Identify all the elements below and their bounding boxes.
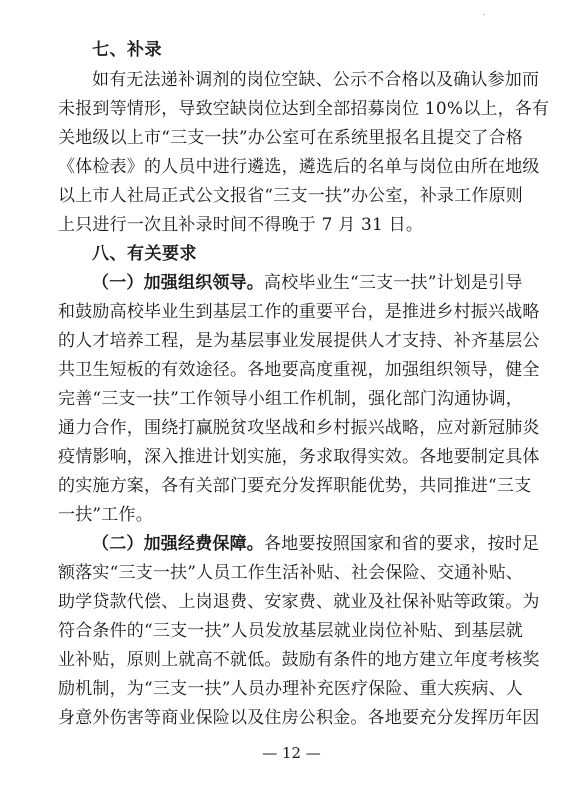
para2-lead-bold: （二）加强经费保障。 xyxy=(92,534,264,554)
corner-mark: . xyxy=(482,8,485,17)
para2-first-line xyxy=(92,531,562,558)
para1-line: 的人才培养工程，是为基层事业发展提供人才支持、补齐基层公 xyxy=(58,331,540,351)
section7-line: 如有无法递补调剂的岗位空缺、公示不合格以及确认参加而 xyxy=(92,70,540,90)
section7-line: 以上市人社局正式公文报省“三支一扶”办公室，补录工作原则 xyxy=(58,186,523,206)
para1-line: 和鼓励高校毕业生到基层工作的重要平台，是推进乡村振兴战略 xyxy=(58,302,540,322)
para1-lead-bold: （一）加强组织领导。 xyxy=(92,273,264,293)
section7-line: 《体检表》的人员中进行遴选，遴选后的名单与岗位由所在地级 xyxy=(58,157,540,177)
para1-line: 完善“三支一扶”工作领导小组工作机制，强化部门沟通协调， xyxy=(58,389,523,409)
page-number: — 12 — xyxy=(262,744,321,762)
para2-line: 额落实“三支一扶”人员工作生活补贴、社会保险、交通补贴、 xyxy=(58,563,523,583)
section7-line: 未报到等情形，导致空缺岗位达到全部招募岗位 10%以上，各有 xyxy=(58,99,550,119)
section7-heading: 七、补录 xyxy=(92,40,162,60)
para2-line: 励机制，为“三支一扶”人员办理补充医疗保险、重大疾病、人 xyxy=(58,679,523,699)
para1-line: 通力合作，围绕打赢脱贫攻坚战和乡村振兴战略，应对新冠肺炎 xyxy=(58,418,540,438)
para2-line: 助学贷款代偿、上岗退费、安家费、就业及社保补贴等政策。为 xyxy=(58,592,540,612)
para1-line: 疫情影响，深入推进计划实施，务求取得实效。各地要制定具体 xyxy=(58,447,540,467)
para2-lead-rest: 各地要按照国家和省的要求，按时足 xyxy=(264,534,540,554)
para1-line: 的实施方案，各有关部门要充分发挥职能优势，共同推进“三支 xyxy=(58,476,532,496)
para2-line: 身意外伤害等商业保险以及住房公积金。各地要充分发挥历年因 xyxy=(58,708,540,728)
para1-line: 共卫生短板的有效途径。各地要高度重视，加强组织领导，健全 xyxy=(58,360,540,380)
para1-first-line xyxy=(92,270,562,297)
para2-line: 业补贴，原则上就高不就低。鼓励有条件的地方建立年度考核奖 xyxy=(58,650,540,670)
section7-line: 上只进行一次且补录时间不得晚于 7 月 31 日。 xyxy=(58,215,424,235)
section7-line: 关地级以上市“三支一扶”办公室可在系统里报名且提交了合格 xyxy=(58,128,523,148)
section8-heading: 八、有关要求 xyxy=(92,244,197,264)
para1-lead-rest: 高校毕业生“三支一扶”计划是引导 xyxy=(264,273,523,293)
para1-line: 一扶”工作。 xyxy=(58,505,153,525)
para2-line: 符合条件的“三支一扶”人员发放基层就业岗位补贴、到基层就 xyxy=(58,621,523,641)
